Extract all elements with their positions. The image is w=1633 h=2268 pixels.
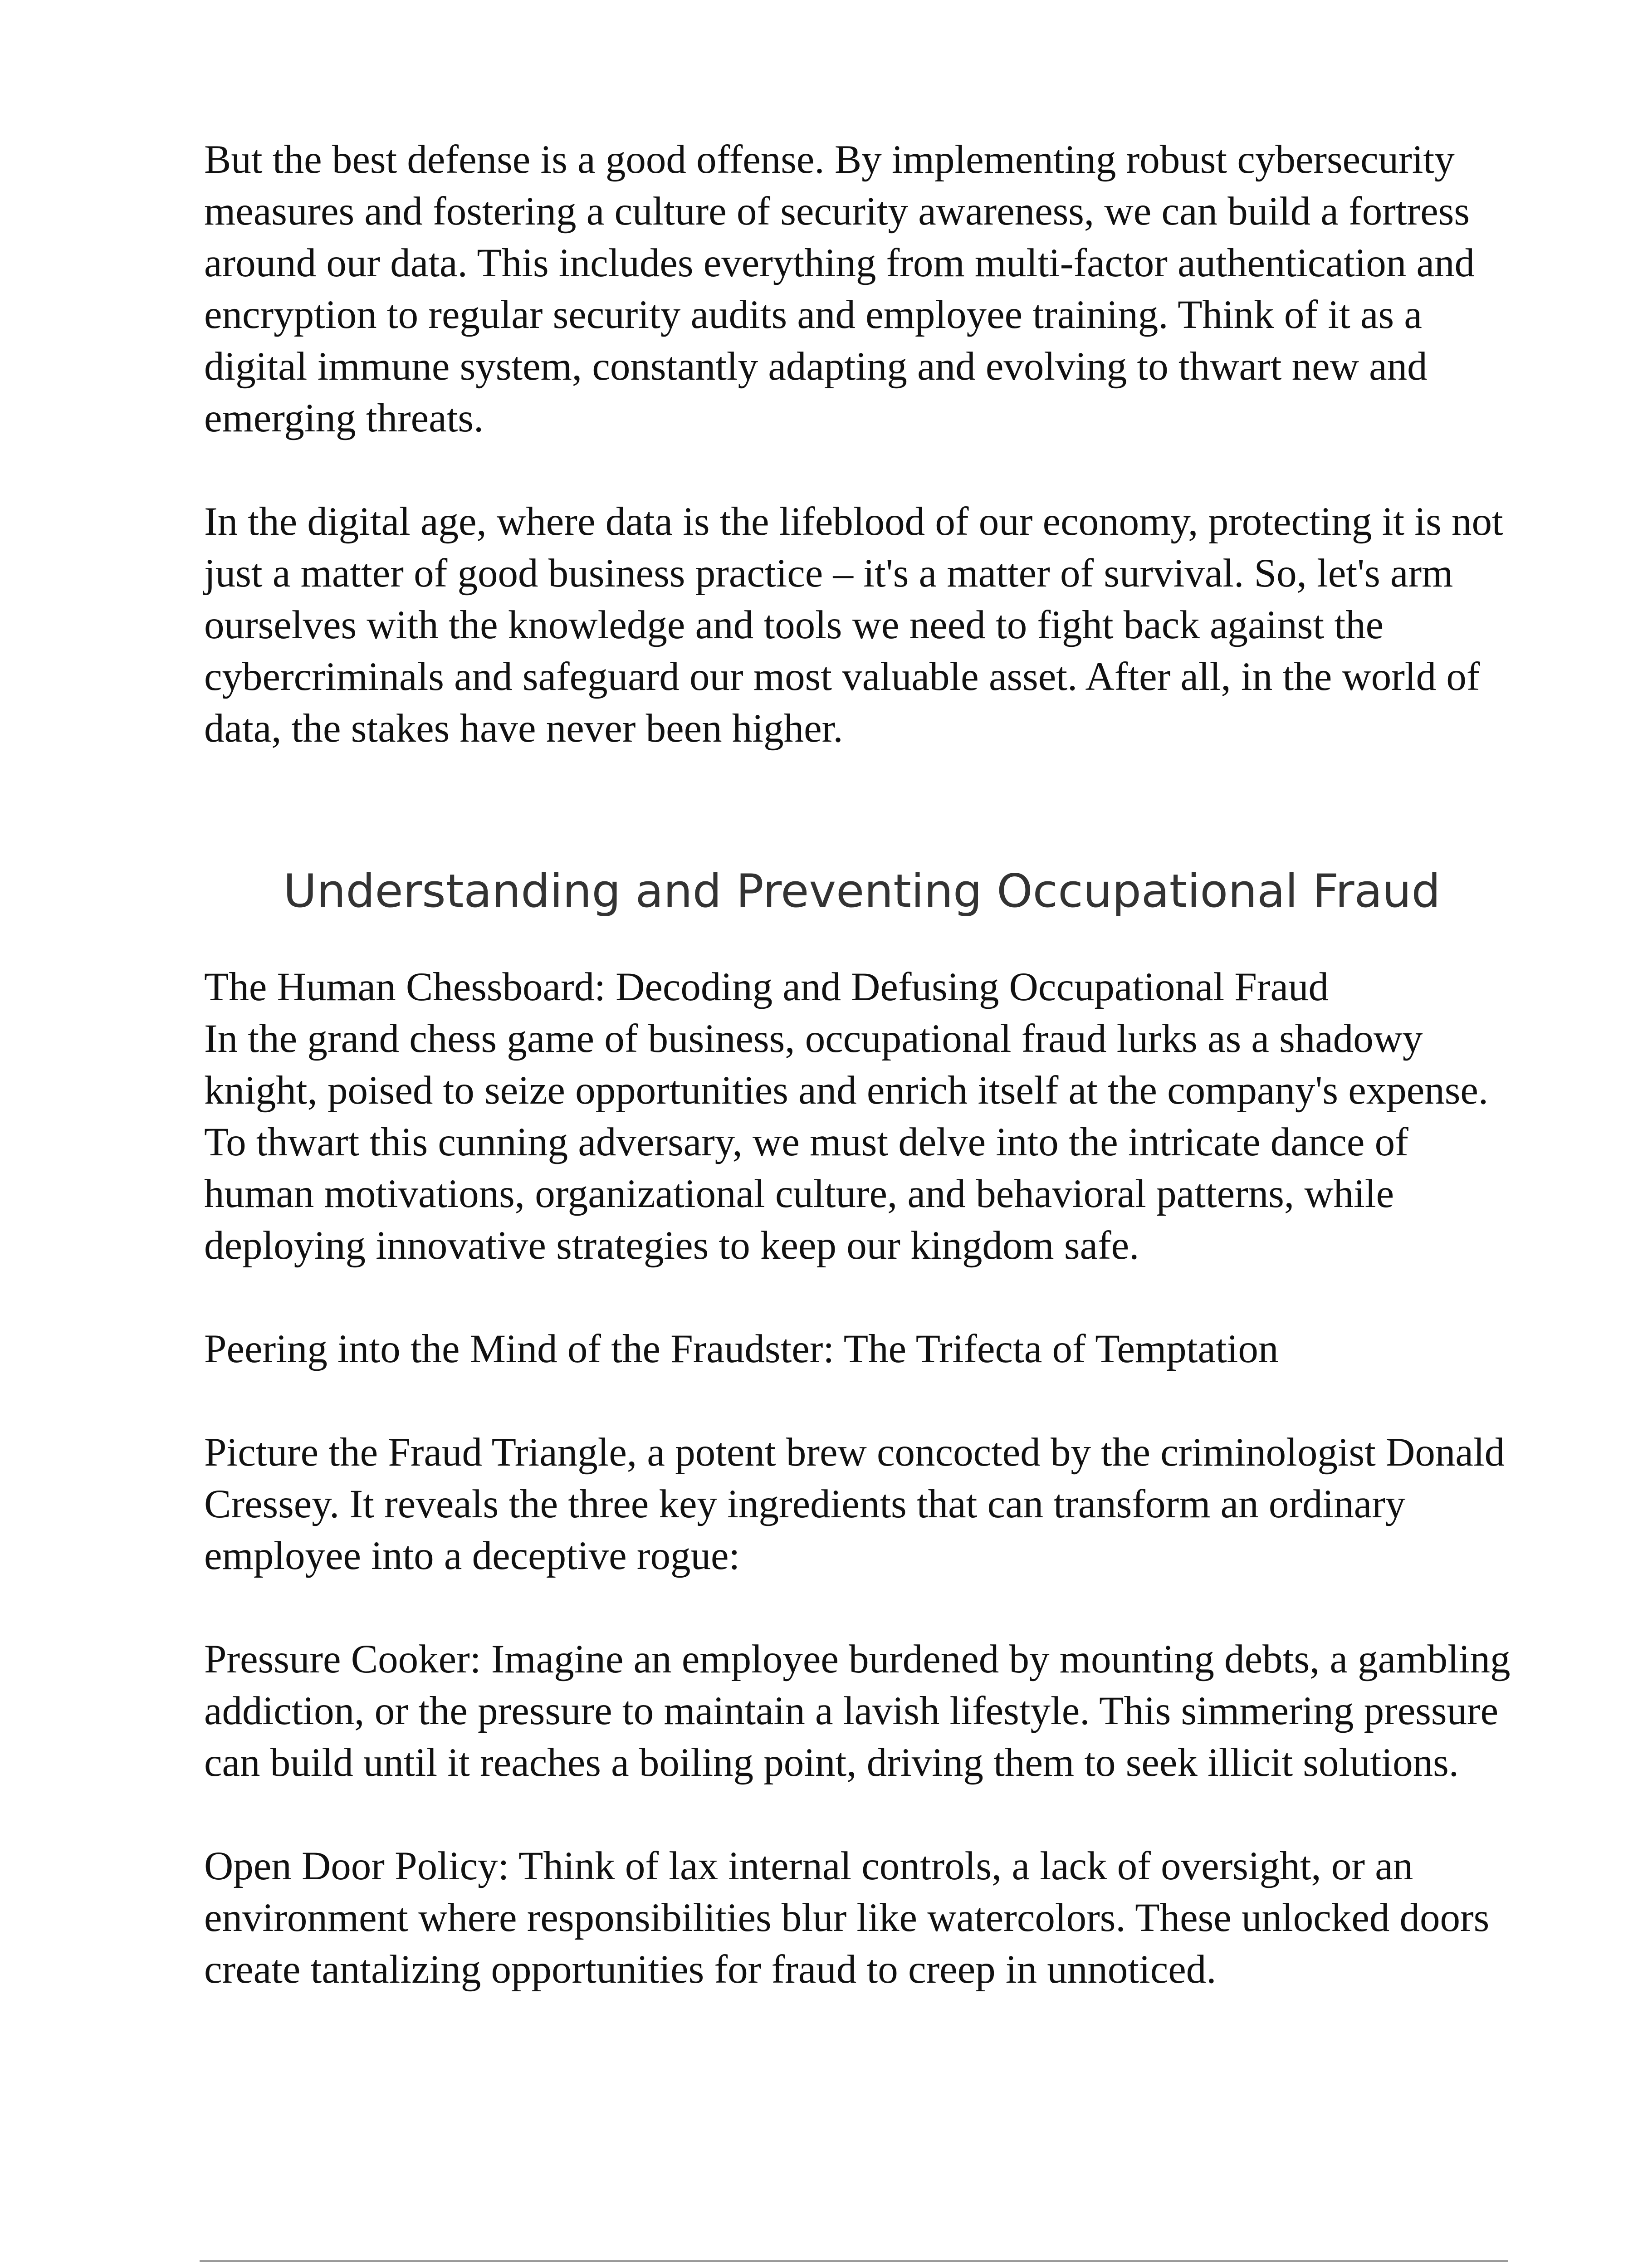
section-intro [204,961,1520,1271]
body-paragraph: Pressure Cooker: Imagine an employee burdened by mounting debts, a gambling addiction, or the pressure to maintain a lavish lifestyle. This simmering pressure can build until it reaches a boiling point, driving them to seek illicit solutions. [204,1637,1511,1785]
section-heading: Understanding and Preventing Occupational Fraud [283,864,1441,918]
body-paragraph: In the digital age, where data is the lifeblood of our economy, protecting it is not just a matter of good business practice – it's a matter of survival. So, let's arm ourselves with the knowledge and tools we need to fight back against the cybercriminals and safeguard our most valuable asset. After all, in the world of data, the stakes have never been higher. [204,499,1503,751]
body-paragraph: Picture the Fraud Triangle, a potent brew concocted by the criminologist Donald Cressey. It reveals the three key ingredients that can transform an ordinary employee into a deceptive rogue: [204,1430,1505,1578]
intro-text: In the grand chess game of business, occupational fraud lurks as a shadowy knight, poised to seize opportunities and enrich itself at the company's expense. To thwart this cunning adversary, we must delve into the intricate dance of human motivations, organizational culture, and behavioral patterns, while deploying innovative strategies to keep our kingdom safe. [204,1017,1489,1268]
body-paragraph: Peering into the Mind of the Fraudster: The Trifecta of Temptation [204,1327,1279,1371]
body-paragraph: But the best defense is a good offense. By implementing robust cybersecurity measures and fostering a culture of security awareness, we can build a fortress around our data. This includes everything from multi-factor authentication and encryption to regular security audits and employee training. Think of it as a digital immune system, constantly adapting and evolving to thwart new and emerging threats. [204,137,1475,440]
body-paragraph: Open Door Policy: Think of lax internal controls, a lack of oversight, or an environment where responsibilities blur like watercolors. These unlocked doors create tantalizing opportunities for fraud to creep in unnoticed. [204,1844,1490,1992]
page-body [204,134,1520,2047]
section-subtitle: The Human Chessboard: Decoding and Defusing Occupational Fraud [204,965,1329,1009]
footer-divider [200,2260,1508,2262]
section-spacer [204,806,1520,860]
